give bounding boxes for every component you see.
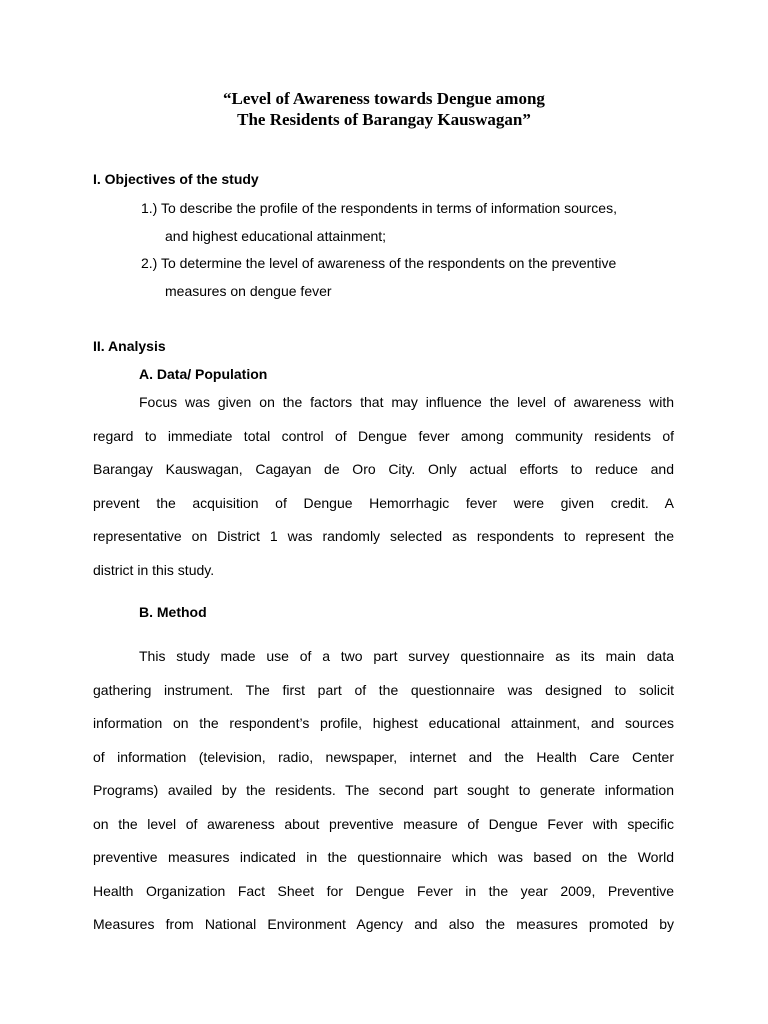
objective-2-line-1: 2.) To determine the level of awareness of the respondents on the preventive bbox=[141, 255, 617, 271]
paragraph-b-line: This study made use of a two part survey questionnaire as its main data bbox=[139, 648, 674, 664]
paragraph-b-line: gathering instrument. The first part of the questionnaire was designed to solicit bbox=[93, 682, 674, 698]
objective-2-line-2: measures on dengue fever bbox=[165, 283, 332, 299]
paragraph-b-line: preventive measures indicated in the questionnaire which was based on the World bbox=[93, 849, 674, 865]
paragraph-b-line: Health Organization Fact Sheet for Dengue Fever in the year 2009, Preventive bbox=[93, 883, 674, 899]
paragraph-a-line: prevent the acquisition of Dengue Hemorrhagic fever were given credit. A bbox=[93, 495, 674, 511]
paragraph-a-line: Barangay Kauswagan, Cagayan de Oro City. Only actual efforts to reduce and bbox=[93, 461, 674, 477]
paragraph-a-line: representative on District 1 was randomly selected as respondents to represent the bbox=[93, 528, 674, 544]
section-2-heading: II. Analysis bbox=[93, 338, 166, 354]
subsection-a-heading: A. Data/ Population bbox=[139, 366, 268, 382]
subsection-b-heading: B. Method bbox=[139, 604, 207, 620]
paragraph-b-line: Measures from National Environment Agency and also the measures promoted by bbox=[93, 916, 674, 932]
section-1-heading: I. Objectives of the study bbox=[93, 171, 259, 187]
paragraph-a-line: Focus was given on the factors that may influence the level of awareness with bbox=[139, 394, 674, 410]
paragraph-b-line: Programs) availed by the residents. The second part sought to generate information bbox=[93, 782, 674, 798]
paragraph-b-line: information on the respondent’s profile, highest educational attainment, and sources bbox=[93, 715, 674, 731]
paragraph-b-line: on the level of awareness about preventive measure of Dengue Fever with specific bbox=[93, 816, 674, 832]
title-line-1: “Level of Awareness towards Dengue among bbox=[223, 89, 545, 108]
title-line-2: The Residents of Barangay Kauswagan” bbox=[237, 110, 531, 129]
objective-1-line-1: 1.) To describe the profile of the respondents in terms of information sources, bbox=[141, 200, 617, 216]
objective-1-line-2: and highest educational attainment; bbox=[165, 228, 387, 244]
paragraph-a-line: district in this study. bbox=[93, 562, 215, 578]
paragraph-b-line: of information (television, radio, newspaper, internet and the Health Care Center bbox=[93, 749, 674, 765]
paragraph-a-line: regard to immediate total control of Dengue fever among community residents of bbox=[93, 428, 674, 444]
